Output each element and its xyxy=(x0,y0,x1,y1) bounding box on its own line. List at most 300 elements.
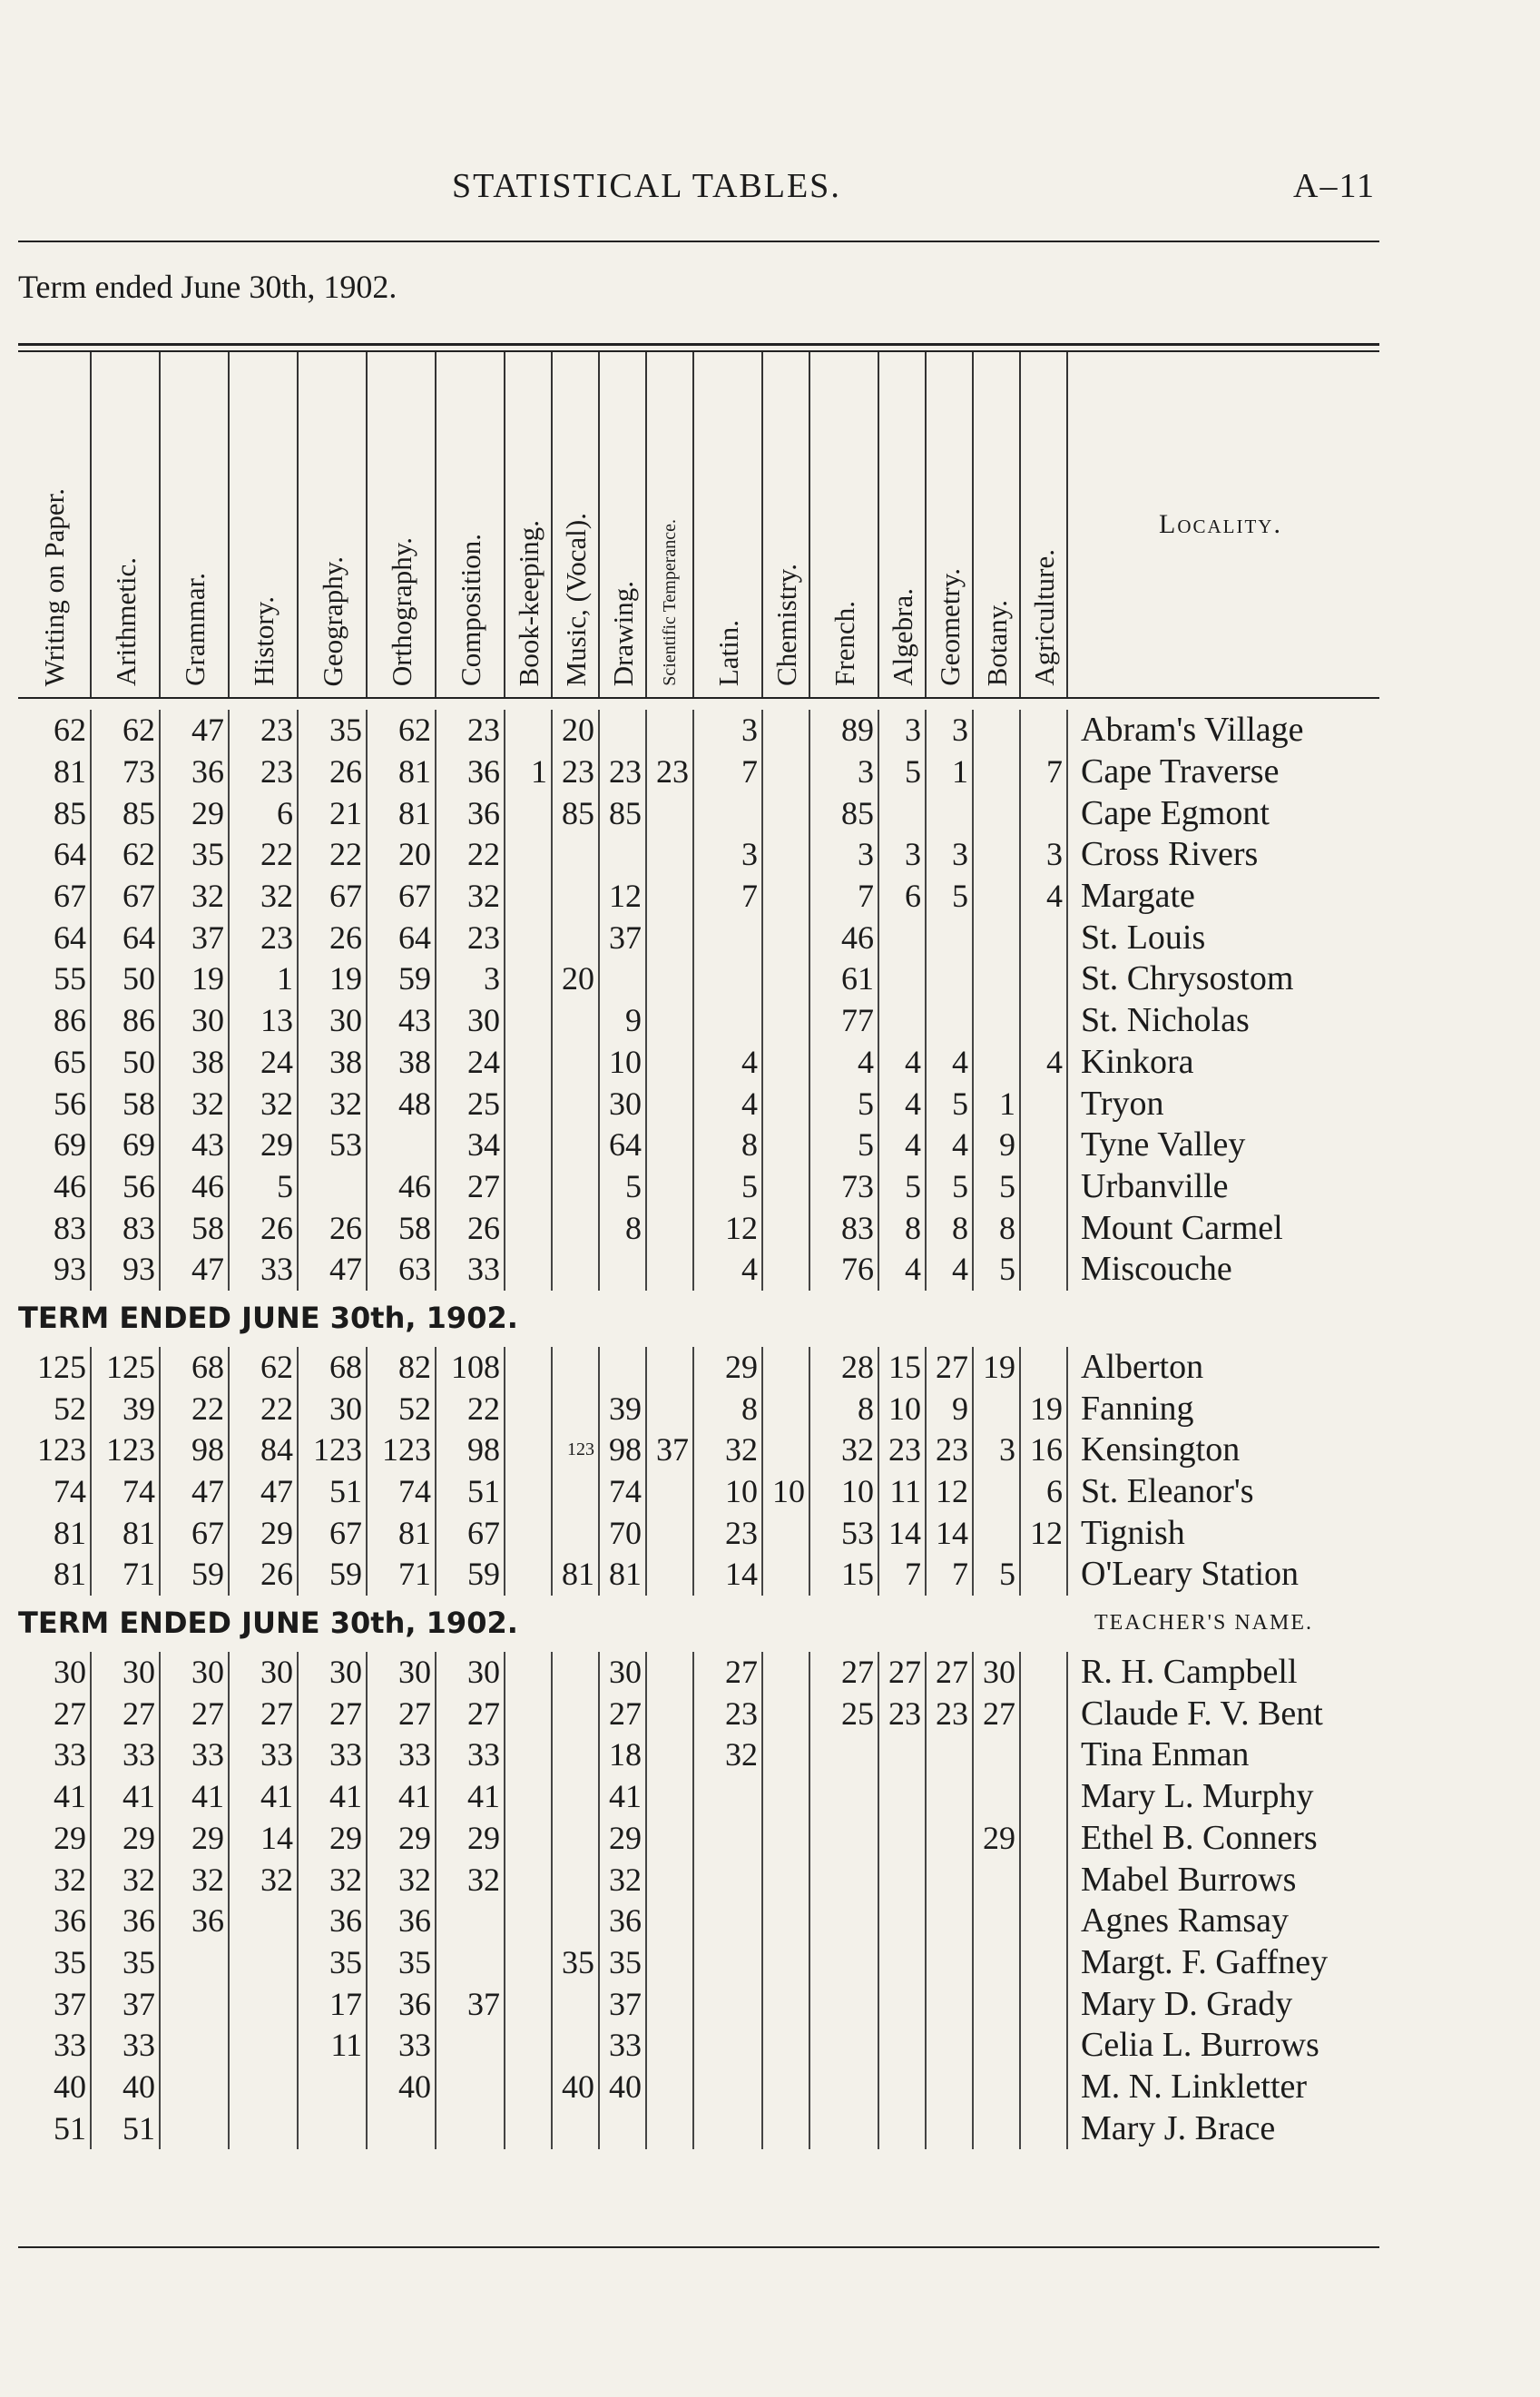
table-row xyxy=(18,1901,1379,1942)
table-cell xyxy=(1020,1652,1067,1694)
table-cell xyxy=(809,1818,878,1860)
locality-name: Kensington xyxy=(1067,1429,1379,1471)
table-cell: 51 xyxy=(91,2107,160,2149)
table-cell: 52 xyxy=(367,1388,436,1429)
table-cell xyxy=(505,958,552,1000)
table-cell xyxy=(809,2107,878,2149)
table-cell: 3 xyxy=(436,958,505,1000)
table-cell xyxy=(762,1429,809,1471)
table-cell: 19 xyxy=(1020,1388,1067,1429)
table-cell xyxy=(973,917,1020,958)
table-cell: 89 xyxy=(809,710,878,752)
table-cell xyxy=(926,958,973,1000)
table-cell: 81 xyxy=(367,792,436,834)
table-cell: 23 xyxy=(926,1693,973,1734)
column-header xyxy=(18,352,91,698)
table-cell xyxy=(552,1207,599,1249)
table-cell xyxy=(552,917,599,958)
table-cell: 38 xyxy=(367,1042,436,1084)
locality-name: Margate xyxy=(1067,876,1379,918)
column-header-label: Writing on Paper. xyxy=(38,487,70,686)
table-cell: 51 xyxy=(54,2109,86,2146)
table-cell xyxy=(878,2067,926,2108)
table-cell: 27 xyxy=(367,1693,436,1734)
table-cell xyxy=(973,2025,1020,2067)
table-cell: 81 xyxy=(54,1514,86,1551)
column-header xyxy=(298,352,367,698)
table-cell xyxy=(926,1942,973,1984)
table-cell: 81 xyxy=(367,1512,436,1554)
table-cell: 85 xyxy=(552,792,599,834)
column-header xyxy=(693,352,762,698)
table-cell xyxy=(1020,2067,1067,2108)
table-cell: 18 xyxy=(599,1734,646,1776)
table-row xyxy=(18,1983,1379,2025)
table-cell: 69 xyxy=(54,1126,86,1164)
table-cell xyxy=(693,1818,762,1860)
table-cell xyxy=(552,1347,599,1389)
table-cell xyxy=(809,1859,878,1901)
table-cell xyxy=(505,917,552,958)
table-cell xyxy=(762,2067,809,2108)
table-cell: 56 xyxy=(91,1166,160,1208)
table-cell: 10 xyxy=(599,1042,646,1084)
table-cell: 4 xyxy=(926,1042,973,1084)
table-cell xyxy=(646,834,693,876)
table-cell: 9 xyxy=(973,1125,1020,1166)
column-header-label: Latin. xyxy=(711,619,744,686)
column-header xyxy=(599,352,646,698)
table-cell: 47 xyxy=(160,710,229,752)
table-cell: 85 xyxy=(599,792,646,834)
table-cell xyxy=(973,2107,1020,2149)
table-cell: 71 xyxy=(367,1554,436,1596)
table-cell: 32 xyxy=(160,1859,229,1901)
table-cell: 27 xyxy=(809,1652,878,1694)
table-cell xyxy=(762,1693,809,1734)
teacher-name: Claude F. V. Bent xyxy=(1067,1693,1379,1734)
table-cell: 67 xyxy=(54,878,86,915)
table-cell: 23 xyxy=(552,752,599,793)
table-cell: 62 xyxy=(91,834,160,876)
table-cell xyxy=(646,917,693,958)
table-row xyxy=(18,1859,1379,1901)
table-cell xyxy=(646,1818,693,1860)
table-cell xyxy=(762,2107,809,2149)
table-cell: 4 xyxy=(878,1249,926,1291)
table-cell: 35 xyxy=(160,834,229,876)
statistics-table xyxy=(18,352,1379,2149)
table-cell: 33 xyxy=(436,1734,505,1776)
table-cell: 10 xyxy=(809,1471,878,1513)
table-cell: 35 xyxy=(552,1942,599,1984)
table-cell xyxy=(973,1942,1020,1984)
table-row xyxy=(18,1207,1379,1249)
table-cell: 125 xyxy=(37,1348,86,1385)
table-cell xyxy=(599,1249,646,1291)
table-cell xyxy=(646,2107,693,2149)
table-cell xyxy=(693,792,762,834)
table-cell: 41 xyxy=(599,1776,646,1818)
table-cell: 32 xyxy=(298,1859,367,1901)
table-cell xyxy=(973,1000,1020,1042)
table-cell xyxy=(646,1693,693,1734)
teacher-name: R. H. Campbell xyxy=(1067,1652,1379,1694)
table-cell: 23 xyxy=(878,1693,926,1734)
table-cell: 83 xyxy=(809,1207,878,1249)
table-cell: 35 xyxy=(91,1942,160,1984)
table-cell xyxy=(505,876,552,918)
table-cell xyxy=(505,1818,552,1860)
table-cell xyxy=(693,1859,762,1901)
table-cell: 46 xyxy=(54,1167,86,1204)
table-cell: 23 xyxy=(229,710,298,752)
table-cell: 35 xyxy=(298,710,367,752)
column-header xyxy=(878,352,926,698)
table-cell: 27 xyxy=(91,1693,160,1734)
table-cell: 41 xyxy=(229,1776,298,1818)
table-cell: 5 xyxy=(973,1249,1020,1291)
table-cell xyxy=(693,1983,762,2025)
table-cell: 8 xyxy=(693,1125,762,1166)
table-row xyxy=(18,876,1379,918)
table-row xyxy=(18,1042,1379,1084)
table-cell: 36 xyxy=(436,792,505,834)
table-cell xyxy=(367,1125,436,1166)
locality-name: St. Louis xyxy=(1067,917,1379,958)
table-cell: 83 xyxy=(91,1207,160,1249)
table-cell: 64 xyxy=(54,919,86,956)
table-cell: 37 xyxy=(599,917,646,958)
table-cell: 123 xyxy=(552,1429,599,1471)
table-cell xyxy=(646,1652,693,1694)
table-cell: 67 xyxy=(160,1512,229,1554)
table-cell: 65 xyxy=(54,1043,86,1080)
table-cell: 36 xyxy=(54,1902,86,1940)
table-cell xyxy=(599,958,646,1000)
table-cell xyxy=(693,958,762,1000)
table-cell: 50 xyxy=(91,1042,160,1084)
table-cell: 27 xyxy=(436,1166,505,1208)
table-cell: 19 xyxy=(973,1347,1020,1389)
column-header xyxy=(926,352,973,698)
table-cell xyxy=(1020,1983,1067,2025)
column-header-label: History. xyxy=(247,596,280,686)
column-header xyxy=(229,352,298,698)
table-cell: 17 xyxy=(298,1983,367,2025)
table-cell xyxy=(1020,1000,1067,1042)
table-cell: 1 xyxy=(926,752,973,793)
table-cell xyxy=(926,2107,973,2149)
table-cell xyxy=(973,876,1020,918)
table-cell: 29 xyxy=(436,1818,505,1860)
table-cell: 33 xyxy=(298,1734,367,1776)
table-cell xyxy=(926,792,973,834)
table-cell: 52 xyxy=(54,1390,86,1427)
table-cell xyxy=(926,1901,973,1942)
table-cell: 34 xyxy=(436,1125,505,1166)
table-cell: 123 xyxy=(91,1429,160,1471)
table-cell xyxy=(762,1000,809,1042)
table-cell: 85 xyxy=(809,792,878,834)
table-row xyxy=(18,1512,1379,1554)
table-cell xyxy=(973,792,1020,834)
table-cell: 30 xyxy=(599,1083,646,1125)
column-header-label: Geometry. xyxy=(933,568,966,686)
table-cell: 29 xyxy=(973,1818,1020,1860)
table-cell xyxy=(229,1942,298,1984)
table-cell: 53 xyxy=(809,1512,878,1554)
column-header xyxy=(505,352,552,698)
table-row xyxy=(18,1776,1379,1818)
table-cell xyxy=(1020,1166,1067,1208)
table-cell: 27 xyxy=(926,1347,973,1389)
table-cell: 81 xyxy=(54,1556,86,1593)
table-cell xyxy=(878,917,926,958)
table-cell: 73 xyxy=(809,1166,878,1208)
table-cell: 30 xyxy=(599,1652,646,1694)
table-cell xyxy=(552,1983,599,2025)
table-cell xyxy=(1020,1734,1067,1776)
table-cell: 93 xyxy=(54,1251,86,1288)
table-cell: 23 xyxy=(693,1693,762,1734)
table-cell xyxy=(809,2025,878,2067)
table-cell xyxy=(878,1983,926,2025)
table-cell: 32 xyxy=(693,1734,762,1776)
table-cell: 30 xyxy=(54,1654,86,1691)
table-cell xyxy=(505,1471,552,1513)
locality-name: Fanning xyxy=(1067,1388,1379,1429)
table-cell: 67 xyxy=(436,1512,505,1554)
teacher-name: Tina Enman xyxy=(1067,1734,1379,1776)
table-cell: 36 xyxy=(160,1901,229,1942)
table-cell xyxy=(229,1901,298,1942)
table-cell: 4 xyxy=(693,1249,762,1291)
teacher-name: Mary L. Murphy xyxy=(1067,1776,1379,1818)
table-cell xyxy=(762,1166,809,1208)
table-cell: 5 xyxy=(973,1554,1020,1596)
table-cell xyxy=(646,1125,693,1166)
table-cell xyxy=(599,710,646,752)
table-cell xyxy=(809,1983,878,2025)
table-cell xyxy=(505,1166,552,1208)
table-cell xyxy=(552,876,599,918)
table-cell: 25 xyxy=(436,1083,505,1125)
table-cell: 33 xyxy=(229,1734,298,1776)
table-cell: 5 xyxy=(599,1166,646,1208)
table-cell: 20 xyxy=(367,834,436,876)
table-cell: 64 xyxy=(91,917,160,958)
table-cell: 12 xyxy=(599,876,646,918)
table-cell: 33 xyxy=(160,1734,229,1776)
table-cell: 7 xyxy=(926,1554,973,1596)
table-cell: 12 xyxy=(693,1207,762,1249)
table-cell: 4 xyxy=(878,1042,926,1084)
table-cell xyxy=(160,1942,229,1984)
table-cell: 35 xyxy=(54,1943,86,1980)
table-cell: 3 xyxy=(1020,834,1067,876)
table-cell xyxy=(505,1776,552,1818)
table-cell: 38 xyxy=(298,1042,367,1084)
table-cell: 123 xyxy=(367,1429,436,1471)
table-cell xyxy=(926,1818,973,1860)
table-cell xyxy=(809,1901,878,1942)
table-cell xyxy=(1020,1818,1067,1860)
locality-name: O'Leary Station xyxy=(1067,1554,1379,1596)
table-cell xyxy=(646,1388,693,1429)
table-cell xyxy=(1020,2107,1067,2149)
table-cell: 36 xyxy=(367,1901,436,1942)
table-cell: 22 xyxy=(436,1388,505,1429)
table-cell xyxy=(552,2107,599,2149)
table-cell xyxy=(646,2067,693,2108)
section-heading-blank xyxy=(1067,1291,1379,1347)
table-cell: 26 xyxy=(298,917,367,958)
table-cell xyxy=(646,1471,693,1513)
table-cell: 59 xyxy=(436,1554,505,1596)
table-cell: 14 xyxy=(229,1818,298,1860)
table-row xyxy=(18,1734,1379,1776)
table-cell: 3 xyxy=(926,710,973,752)
table-cell xyxy=(599,2107,646,2149)
table-cell xyxy=(693,917,762,958)
teacher-name: Mabel Burrows xyxy=(1067,1859,1379,1901)
column-header-label: Book-keeping. xyxy=(512,519,544,686)
table-cell xyxy=(973,834,1020,876)
table-cell xyxy=(973,2067,1020,2108)
table-cell: 30 xyxy=(298,1000,367,1042)
table-cell xyxy=(762,2025,809,2067)
table-row xyxy=(18,1125,1379,1166)
table-cell xyxy=(878,1000,926,1042)
table-cell: 24 xyxy=(229,1042,298,1084)
table-cell: 16 xyxy=(1020,1429,1067,1471)
table-cell xyxy=(599,834,646,876)
table-cell: 20 xyxy=(552,958,599,1000)
table-cell xyxy=(505,1429,552,1471)
spacer-row xyxy=(18,698,1379,710)
table-cell: 50 xyxy=(91,958,160,1000)
table-cell: 32 xyxy=(599,1859,646,1901)
table-cell: 8 xyxy=(878,1207,926,1249)
table-cell: 23 xyxy=(599,752,646,793)
table-cell xyxy=(762,1554,809,1596)
table-cell: 81 xyxy=(552,1554,599,1596)
table-cell xyxy=(973,1901,1020,1942)
table-cell: 9 xyxy=(599,1000,646,1042)
table-cell: 41 xyxy=(160,1776,229,1818)
table-cell: 55 xyxy=(54,960,86,997)
table-cell xyxy=(926,1734,973,1776)
table-row xyxy=(18,1249,1379,1291)
table-cell: 3 xyxy=(973,1429,1020,1471)
table-cell: 36 xyxy=(367,1983,436,2025)
column-header xyxy=(367,352,436,698)
table-cell: 22 xyxy=(298,834,367,876)
table-cell: 9 xyxy=(926,1388,973,1429)
table-cell: 5 xyxy=(926,1166,973,1208)
table-cell: 11 xyxy=(298,2025,367,2067)
table-cell: 30 xyxy=(160,1000,229,1042)
table-cell: 8 xyxy=(599,1207,646,1249)
table-cell: 86 xyxy=(54,1002,86,1039)
table-cell xyxy=(552,834,599,876)
table-row xyxy=(18,1652,1379,1694)
table-cell: 37 xyxy=(646,1429,693,1471)
table-cell: 33 xyxy=(54,2027,86,2064)
table-row xyxy=(18,834,1379,876)
column-header xyxy=(91,352,160,698)
table-cell xyxy=(505,1042,552,1084)
table-cell xyxy=(646,1207,693,1249)
table-cell: 29 xyxy=(160,1818,229,1860)
table-cell: 62 xyxy=(91,710,160,752)
table-cell: 82 xyxy=(367,1347,436,1389)
table-cell: 69 xyxy=(91,1125,160,1166)
table-cell xyxy=(693,2025,762,2067)
table-cell xyxy=(1020,792,1067,834)
table-cell: 85 xyxy=(54,794,86,831)
table-cell xyxy=(878,2025,926,2067)
table-cell: 81 xyxy=(367,752,436,793)
table-cell xyxy=(646,1983,693,2025)
table-cell: 63 xyxy=(367,1249,436,1291)
table-cell xyxy=(505,710,552,752)
table-cell: 32 xyxy=(809,1429,878,1471)
table-cell: 36 xyxy=(91,1901,160,1942)
table-bottom-rule xyxy=(18,2246,1379,2248)
table-cell: 62 xyxy=(229,1347,298,1389)
table-cell xyxy=(646,1000,693,1042)
table-cell: 27 xyxy=(229,1693,298,1734)
column-header xyxy=(762,352,809,698)
table-cell xyxy=(693,1942,762,1984)
table-cell xyxy=(878,2107,926,2149)
table-cell: 62 xyxy=(54,712,86,749)
table-cell: 33 xyxy=(367,1734,436,1776)
table-cell: 19 xyxy=(298,958,367,1000)
table-cell xyxy=(505,1901,552,1942)
table-cell: 27 xyxy=(878,1652,926,1694)
table-cell xyxy=(160,2025,229,2067)
table-cell: 43 xyxy=(367,1000,436,1042)
table-cell xyxy=(505,1734,552,1776)
table-cell: 23 xyxy=(693,1512,762,1554)
table-cell: 40 xyxy=(552,2067,599,2108)
table-cell: 8 xyxy=(809,1388,878,1429)
table-cell: 26 xyxy=(436,1207,505,1249)
table-cell: 81 xyxy=(91,1512,160,1554)
column-header xyxy=(552,352,599,698)
table-cell: 46 xyxy=(367,1166,436,1208)
table-cell xyxy=(973,1776,1020,1818)
table-cell: 27 xyxy=(926,1652,973,1694)
table-cell: 11 xyxy=(878,1471,926,1513)
table-cell: 30 xyxy=(436,1652,505,1694)
table-cell: 40 xyxy=(54,2068,86,2105)
table-cell: 39 xyxy=(91,1388,160,1429)
table-cell: 30 xyxy=(367,1652,436,1694)
table-cell xyxy=(505,1347,552,1389)
table-cell: 46 xyxy=(809,917,878,958)
table-cell xyxy=(505,1554,552,1596)
table-cell: 7 xyxy=(693,876,762,918)
column-header xyxy=(160,352,229,698)
table-cell: 67 xyxy=(298,876,367,918)
table-cell: 47 xyxy=(229,1471,298,1513)
table-cell: 33 xyxy=(599,2025,646,2067)
table-cell xyxy=(160,1983,229,2025)
